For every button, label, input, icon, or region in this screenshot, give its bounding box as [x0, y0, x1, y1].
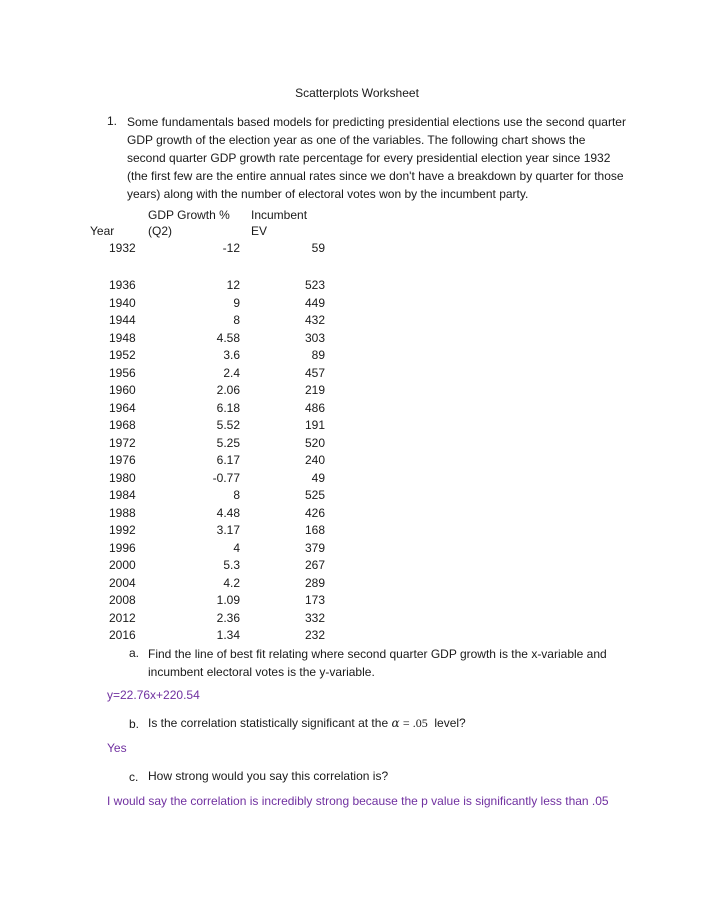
- table-cell-gdp: -12: [222, 241, 240, 255]
- table-cell-ev: 523: [304, 278, 325, 292]
- table-cell-year: 1968: [109, 418, 136, 432]
- table-cell-ev: 379: [304, 540, 325, 555]
- part-b-question: [148, 716, 466, 731]
- table-cell-gdp: 9: [233, 295, 240, 310]
- table-cell-year: 2008: [109, 593, 136, 607]
- table-cell-year: 1952: [109, 348, 136, 362]
- header-gdp-line1: GDP Growth %: [148, 208, 230, 222]
- header-ev-line2: EV: [251, 224, 268, 238]
- alpha-symbol: α: [391, 716, 400, 730]
- table-cell-ev: 240: [304, 453, 325, 467]
- table-cell-ev: 168: [304, 523, 325, 537]
- table-cell-ev: 49: [311, 470, 325, 485]
- table-cell-gdp: 4.2: [223, 575, 240, 590]
- table-cell-gdp: 2.4: [223, 365, 240, 380]
- part-a-letter: a.: [129, 646, 140, 660]
- table-cell-gdp: 1.34: [216, 628, 240, 642]
- header-gdp-line2: (Q2): [148, 224, 172, 238]
- question-text: Some fundamentals based models for predicting presidential elections use the second quarter GDP growth of the election year as one of the variables. The following chart shows the second quarter GDP growth rate percentage for every presidential election year since 1932 (the first few are the entire annual rates since we don't have a breakdown by quarter for those years) along with the number of electoral votes won by the incumbent party.: [127, 115, 626, 201]
- part-a-answer: y=22.76x+220.54: [107, 688, 200, 702]
- table-cell-gdp: 5.25: [216, 435, 240, 450]
- table-cell-ev: 289: [304, 575, 325, 590]
- table-cell-gdp: 4.58: [216, 330, 240, 345]
- table-cell-ev: 525: [304, 488, 325, 502]
- table-cell-year: 1976: [109, 453, 136, 467]
- table-cell-year: 2016: [109, 628, 136, 642]
- table-cell-gdp: 3.6: [223, 348, 240, 362]
- table-cell-ev: 486: [304, 400, 325, 415]
- table-cell-year: 1936: [109, 278, 136, 292]
- table-cell-year: 1932: [109, 241, 136, 255]
- table-cell-year: 1996: [109, 540, 136, 555]
- table-cell-ev: 520: [304, 435, 325, 450]
- alpha-value: = .05: [402, 716, 428, 730]
- part-c-answer: I would say the correlation is incredibly strong because the p value is significantly less than .05: [107, 794, 609, 808]
- table-cell-gdp: -0.77: [212, 470, 240, 485]
- table-cell-gdp: 2.36: [216, 610, 240, 625]
- table-cell-gdp: 3.17: [216, 523, 240, 537]
- part-b-text-after: level?: [434, 716, 466, 730]
- table-cell-ev: 457: [304, 365, 325, 380]
- table-cell-gdp: 1.09: [216, 593, 240, 607]
- table-cell-ev: 89: [311, 348, 325, 362]
- table-cell-ev: 232: [304, 628, 325, 642]
- part-a-text: Find the line of best fit relating where second quarter GDP growth is the x-variable and incumbent electoral votes is the y-variable.: [148, 647, 607, 679]
- table-cell-year: 2004: [109, 575, 136, 590]
- table-cell-gdp: 8: [233, 488, 240, 502]
- table-cell-year: 2000: [109, 558, 136, 572]
- table-cell-ev: 267: [304, 558, 325, 572]
- part-b-letter: b.: [129, 717, 140, 731]
- table-cell-ev: 59: [311, 241, 325, 255]
- header-year: Year: [90, 224, 115, 238]
- table-cell-ev: 219: [304, 383, 325, 397]
- table-cell-gdp: 4.48: [216, 505, 240, 520]
- table-cell-gdp: 12: [226, 278, 240, 292]
- table-cell-year: 1960: [109, 383, 136, 397]
- table-cell-ev: 303: [304, 330, 325, 345]
- table-cell-year: 2012: [109, 610, 136, 625]
- table-cell-gdp: 5.52: [216, 418, 240, 432]
- table-cell-ev: 426: [304, 505, 325, 520]
- question-number: 1.: [107, 114, 118, 128]
- worksheet-title: Scatterplots Worksheet: [295, 86, 419, 100]
- table-cell-gdp: 2.06: [216, 383, 240, 397]
- table-cell-year: 1992: [109, 523, 136, 537]
- table-cell-year: 1948: [109, 330, 136, 345]
- table-cell-gdp: 4: [233, 540, 240, 555]
- part-b-text-before: Is the correlation statistically significant at the: [148, 716, 389, 730]
- table-cell-year: 1956: [109, 365, 136, 380]
- table-cell-gdp: 6.17: [216, 453, 240, 467]
- part-c-text: How strong would you say this correlation is?: [148, 769, 389, 783]
- table-cell-year: 1988: [109, 505, 136, 520]
- table-cell-year: 1940: [109, 295, 136, 310]
- header-ev-line1: Incumbent: [251, 208, 308, 222]
- table-cell-ev: 191: [304, 418, 325, 432]
- table-cell-year: 1964: [109, 400, 136, 415]
- table-cell-year: 1984: [109, 488, 136, 502]
- table-cell-year: 1980: [109, 470, 136, 485]
- table-cell-ev: 449: [304, 295, 325, 310]
- table-cell-ev: 332: [304, 610, 325, 625]
- table-cell-ev: 432: [304, 313, 325, 327]
- part-b-answer: Yes: [107, 741, 127, 755]
- table-cell-year: 1944: [109, 313, 136, 327]
- table-cell-year: 1972: [109, 435, 136, 450]
- table-cell-ev: 173: [304, 593, 325, 607]
- table-cell-gdp: 8: [233, 313, 240, 327]
- table-cell-gdp: 6.18: [216, 400, 240, 415]
- part-c-letter: c.: [129, 770, 139, 784]
- table-cell-gdp: 5.3: [223, 558, 240, 572]
